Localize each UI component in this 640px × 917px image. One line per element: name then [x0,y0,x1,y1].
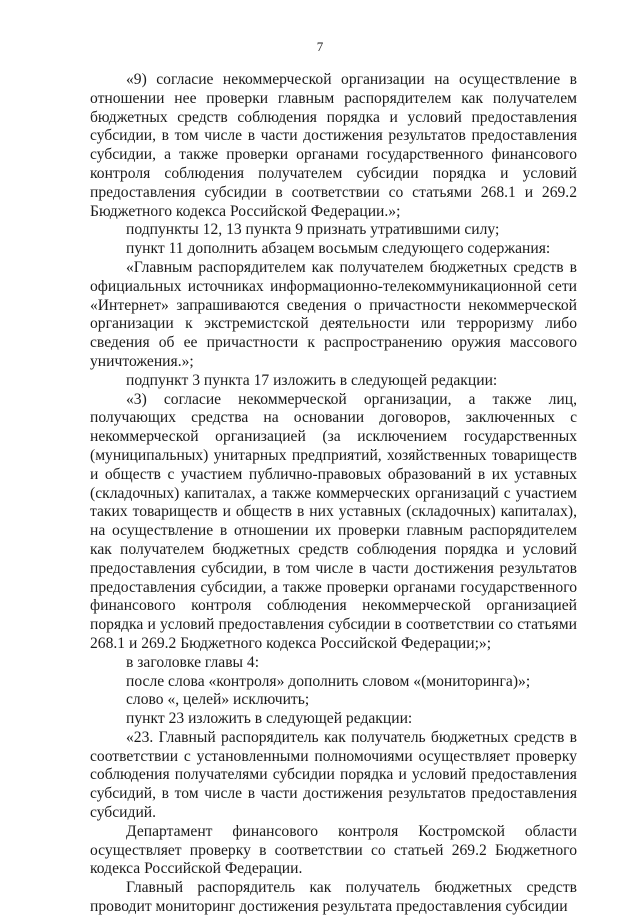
paragraph-chapter-4-heading: в заголовке главы 4: [126,653,260,671]
paragraph-remove-goals: слово «, целей» исключить; [126,691,310,709]
paragraph-item-23-text: «23. Главный распорядитель как получатель бюджетных средств в соответствии с установленными полномочиями осуществляет проверку соблюдения получателями субсидии порядка и условий предоставления субсидий, в том числе в части достижения результатов предоставления субсидий. [90,728,577,822]
document-body [90,71,577,917]
paragraph-add-monitoring: после слова «контроля» дополнить словом «(мониторинга)»; [126,672,531,690]
paragraph-consent-clause-3: «3) согласие некоммерческой организации, а также лиц, получающих средства на основании договоров, заключенных с некоммерческой организацией (за исключением государственных (муниципальных) унитарных предприятий, хозяйственных товариществ и обществ с участием публично-правовых образований в их уставных (складочных) капиталах, а также коммерческих организаций с участием таких товариществ и обществ в них уставных (складочных) капиталах), на осуществление в отношении их проверки главным распорядителем как получателем бюджетных средств соблюдения порядка и условий предоставления субсидии, в том числе в части достижения результатов предоставления субсидии, а также проверки органами государственного финансового контроля соблюдения некоммерческой организацией порядка и условий предоставления субсидии в соответствии со статьями 268.1 и 269.2 Бюджетного кодекса Российской Федерации;»; [90,390,577,652]
paragraph-finance-control-dept: Департамент финансового контроля Костромской области осуществляет проверку в соответствии со статьей 269.2 Бюджетного кодекса Российской Федерации. [90,822,577,878]
page-number: 7 [316,39,324,54]
paragraph-subitems-invalid: подпункты 12, 13 пункта 9 признать утратившими силу; [126,221,500,239]
paragraph-extremism-check: «Главным распорядителем как получателем бюджетных средств в официальных источниках информационно-телекоммуникационной сети «Интернет» запрашиваются сведения о причастности некоммерческой организации к экстремистской деятельности или терроризму либо сведения об ее причастности к распространению оружия массового уничтожения.»; [90,258,577,370]
paragraph-item-11-addition: пункт 11 дополнить абзацем восьмым следующего содержания: [126,240,551,258]
paragraph-monitoring-results: Главный распорядитель как получатель бюджетных средств проводит мониторинг достижения результата предоставления субсидии [90,879,577,916]
paragraph-item-23-edit: пункт 23 изложить в следующей редакции: [126,710,413,728]
paragraph-item-17-edit: подпункт 3 пункта 17 изложить в следующей редакции: [126,371,498,389]
paragraph-consent-clause-9: «9) согласие некоммерческой организации на осуществление в отношении нее проверки главным распорядителем как получателем бюджетных средств соблюдения порядка и условий предоставления субсидии, в том числе в части достижения результатов предоставления субсидии, а также проверки органами государственного финансового контроля соблюдения получателем субсидии порядка и условий предоставления субсидии в соответствии со статьями 268.1 и 269.2 Бюджетного кодекса Российской Федерации.»; [90,71,577,220]
